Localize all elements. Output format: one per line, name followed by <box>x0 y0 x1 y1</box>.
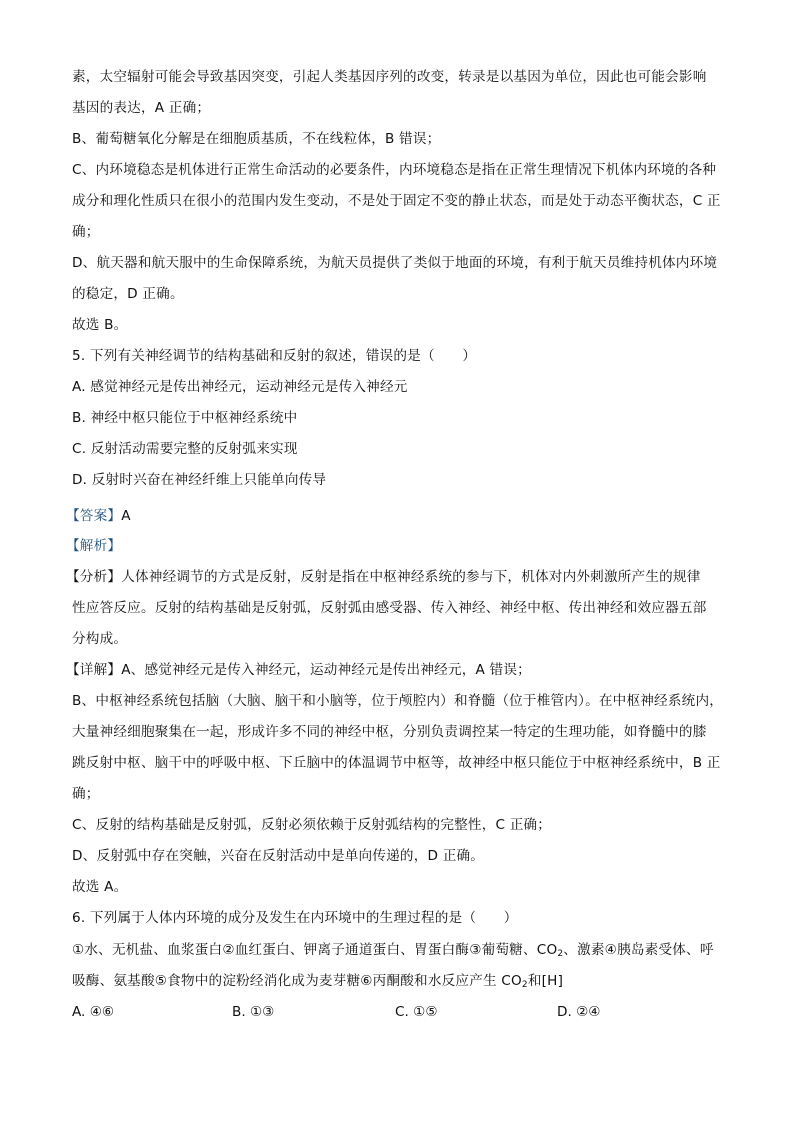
xiangjie-line: 大量神经细胞聚集在一起，形成许多不同的神经中枢，分别负责调控某一特定的生理功能，如脊髓中的膝 <box>72 724 707 740</box>
analysis-label: 【解析】 <box>66 538 122 554</box>
analysis-heading <box>66 536 726 556</box>
fenxi-line: 分构成。 <box>72 631 128 647</box>
subscript: 2 <box>521 980 528 990</box>
items-text: ①水、无机盐、血浆蛋白②血红蛋白、钾离子通道蛋白、胃蛋白酶③葡萄糖、CO <box>72 942 558 958</box>
subscript: 2 <box>557 949 564 959</box>
question-5-option-d: D. 反射时兴奋在神经纤维上只能单向传导 <box>72 472 327 488</box>
paragraph-line: 确； <box>72 224 100 240</box>
question-6-option-c: C. ①⑤ <box>395 1004 438 1020</box>
paragraph-line: 素，太空辐射可能会导致基因突变，引起人类基因序列的改变，转录是以基因为单位，因此也可能会影响 <box>72 69 707 85</box>
paragraph-line: C、内环境稳态是机体进行正常生命活动的必要条件，内环境稳态是指在正常生理情况下机体内环境的各种 <box>72 162 717 178</box>
items-text: 、激素④胰岛素受体、呼 <box>563 942 714 958</box>
question-5-option-c: C. 反射活动需要完整的反射弧来实现 <box>72 441 298 457</box>
xiangjie-text: A、感觉神经元是传入神经元，运动神经元是传出神经元，A 错误； <box>121 662 531 678</box>
xiangjie-line: C、反射的结构基础是反射弧，反射必须依赖于反射弧结构的完整性，C 正确； <box>72 817 552 833</box>
question-5-option-a: A. 感觉神经元是传出神经元，运动神经元是传入神经元 <box>72 379 408 395</box>
question-6-items-line <box>72 971 732 991</box>
question-5-stem: 5. 下列有关神经调节的结构基础和反射的叙述，错误的是（ ） <box>72 348 477 364</box>
question-6-option-b: B. ①③ <box>232 1004 275 1020</box>
paragraph-line: D、航天器和航天服中的生命保障系统，为航天员提供了类似于地面的环境，有利于航天员维持机体内环境 <box>72 255 718 271</box>
paragraph-line: 基因的表达，A 正确； <box>72 100 211 116</box>
answer-row <box>66 506 726 526</box>
xiangjie-line: B、中枢神经系统包括脑（大脑、脑干和小脑等，位于颅腔内）和脊髓（位于椎管内）。在中枢神经系统内， <box>72 693 724 709</box>
xiangjie-line <box>66 660 726 680</box>
items-text: 和[H] <box>527 973 564 989</box>
fenxi-line <box>66 567 726 587</box>
paragraph-line: 成分和理化性质只在很小的范围内发生变动，不是处于固定不变的静止状态，而是处于动态平衡状态，C 正 <box>72 193 721 209</box>
xiangjie-line: D、反射弧中存在突触，兴奋在反射活动中是单向传递的，D 正确。 <box>72 848 485 864</box>
conclusion-line: 故选 B。 <box>72 317 128 333</box>
items-text: 吸酶、氨基酸⑤食物中的淀粉经消化成为麦芽糖⑥丙酮酸和水反应产生 CO <box>72 973 522 989</box>
fenxi-line: 性应答反应。反射的结构基础是反射弧，反射弧由感受器、传入神经、神经中枢、传出神经和效应器五部 <box>72 600 707 616</box>
xiangjie-label: 【详解】 <box>66 662 122 678</box>
paragraph-line: 的稳定，D 正确。 <box>72 286 184 302</box>
paragraph-line: B、葡萄糖氧化分解是在细胞质基质，不在线粒体，B 错误； <box>72 131 441 147</box>
question-6-option-d: D. ②④ <box>557 1004 601 1020</box>
conclusion-line: 故选 A。 <box>72 879 128 895</box>
question-6-stem: 6. 下列属于人体内环境的成分及发生在内环境中的生理过程的是（ ） <box>72 910 518 926</box>
question-6-options <box>72 1002 732 1022</box>
answer-label: 【答案】 <box>66 508 122 524</box>
xiangjie-line: 确； <box>72 786 100 802</box>
xiangjie-line: 跳反射中枢、脑干中的呼吸中枢、下丘脑中的体温调节中枢等，故神经中枢只能位于中枢神经系统中，B 正 <box>72 755 721 771</box>
question-6-items-line <box>72 940 732 960</box>
answer-value: A <box>121 508 131 524</box>
fenxi-text: 人体神经调节的方式是反射，反射是指在中枢神经系统的参与下，机体对内外刺激所产生的规律 <box>121 569 701 585</box>
fenxi-label: 【分析】 <box>66 569 122 585</box>
question-5-option-b: B. 神经中枢只能位于中枢神经系统中 <box>72 410 298 426</box>
question-6-option-a: A. ④⑥ <box>72 1004 115 1020</box>
